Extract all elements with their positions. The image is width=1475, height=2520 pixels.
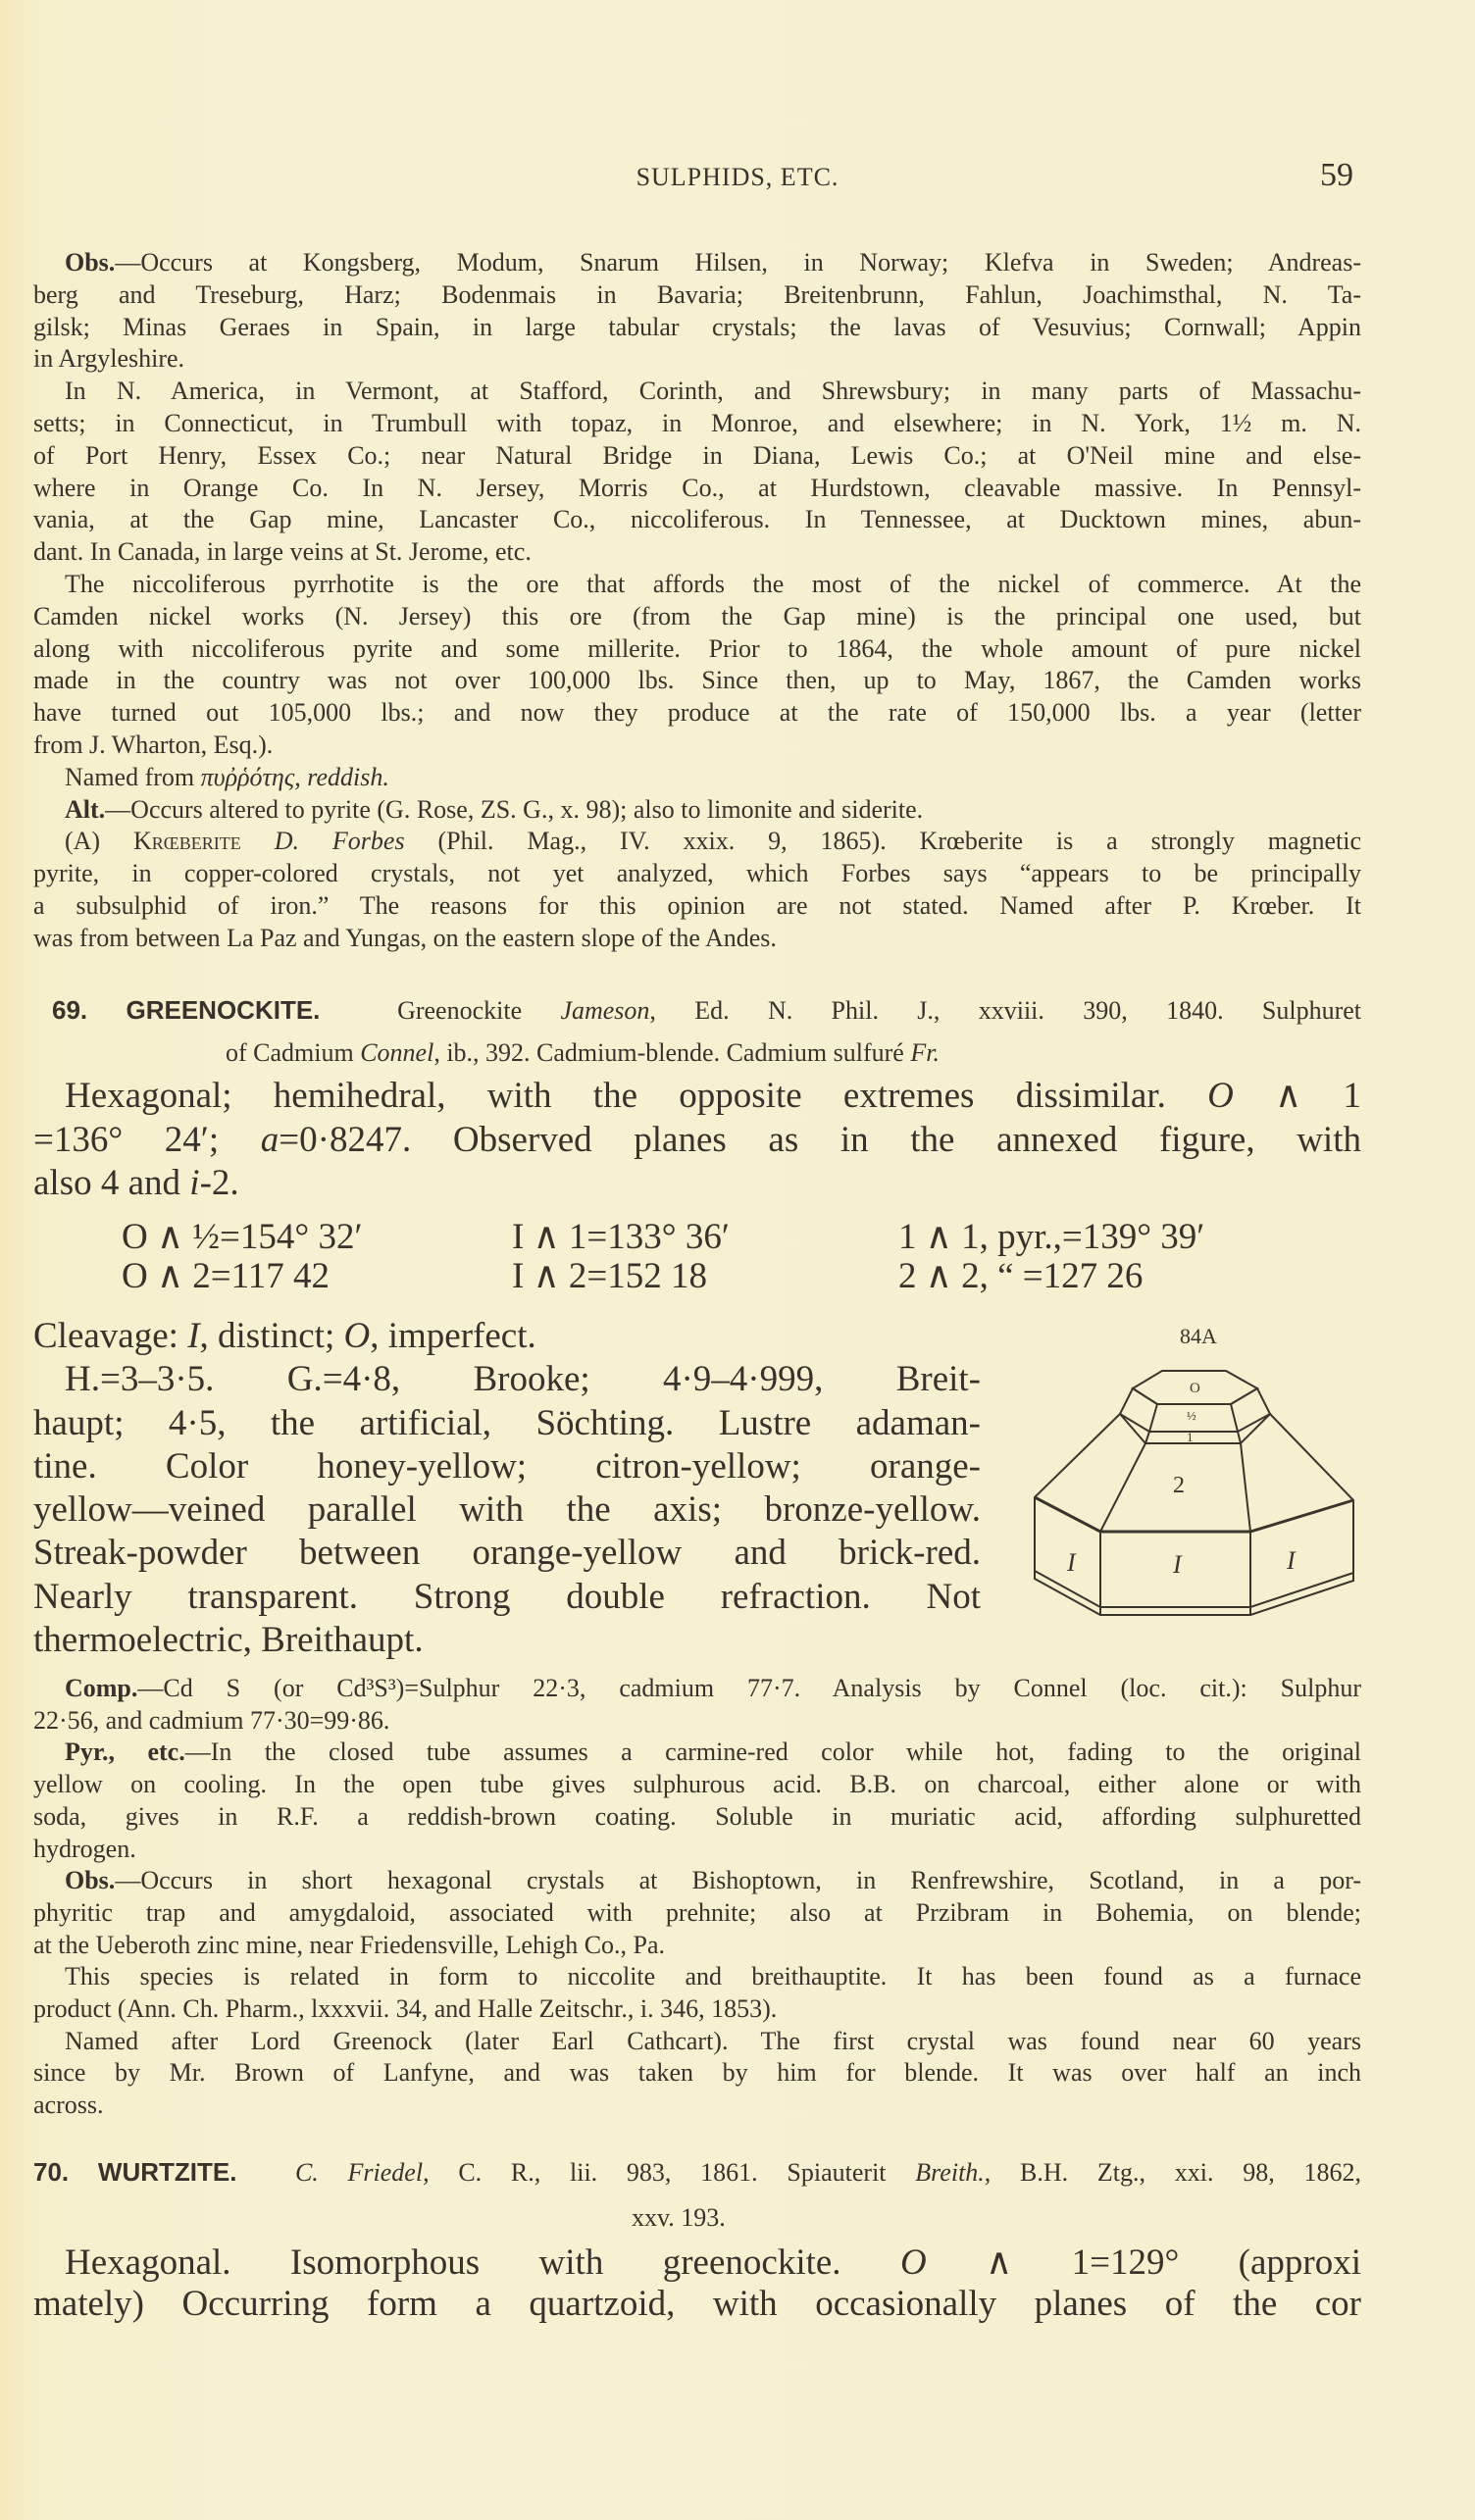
kroeberite-line: was from between La Paz and Yungas, on the eastern slope of the Andes. (33, 923, 777, 952)
nickel-line: along with niccoliferous pyrite and some millerite. Prior to 1864, the whole amount of pure nickel (33, 633, 1361, 663)
crystallography (33, 1075, 1361, 1206)
text: —In the closed tube assumes a carmine-red color while hot, fading to the original (184, 1738, 1361, 1767)
face-label: I (1173, 1550, 1182, 1579)
obs-line (33, 1865, 1361, 1897)
obs-line: phyritic trap and amygdaloid, associated with prehnite; also at Przibram in Bohemia, on blende; (33, 1897, 1361, 1927)
related-line: This species is related in form to niccolite and breithauptite. It has been found as a furnace (65, 1962, 1361, 1991)
crystal-figure (1030, 1353, 1363, 1638)
angle-table (33, 1218, 1361, 1296)
pyr-lead: Pyr., etc. (65, 1738, 185, 1767)
cryst-line (33, 1162, 1361, 1206)
obs-line: in Argyleshire. (33, 344, 185, 374)
alt-lead: Alt. (65, 794, 106, 824)
obs-lead: Obs. (65, 248, 116, 277)
symbol: i (189, 1163, 200, 1203)
heading-line (33, 989, 1361, 1032)
heading-line: xxv. 193. (632, 2203, 726, 2232)
text: (Phil. Mag., IV. xxix. 9, 1865). Krœberite is a strongly magnetic (404, 827, 1362, 856)
obs-line: at the Ueberoth zinc mine, near Friedensville, Lehigh Co., Pa. (33, 1930, 666, 1959)
physical-line: Streak-powder between orange-yellow and brick-red. (33, 1533, 981, 1574)
comp-line (33, 1673, 1361, 1705)
america-line: where in Orange Co. In N. Jersey, Morris Co., at Hurdstown, cleavable massive. In Pennsyl- (33, 473, 1361, 502)
cryst-line (33, 1119, 1361, 1163)
pyr-line: yellow on cooling. In the open tube gives sulphurous acid. B.B. on charcoal, either alone or with (33, 1770, 1361, 1799)
obs-lead: Obs. (65, 1866, 116, 1895)
pyr-line: soda, gives in R.F. a reddish-brown coating. Soluble in muriatic acid, affording sulphuretted (33, 1801, 1361, 1831)
heading-line (33, 1032, 1361, 1074)
author: C. Friedel (294, 2158, 424, 2187)
face-label: ½ (1187, 1408, 1196, 1423)
author: Jameson (560, 996, 650, 1025)
face-label: I (1067, 1548, 1076, 1577)
greek-word: πυῤῥότης, reddish. (200, 762, 389, 791)
angle-cell: 1 ∧ 1, pyr.,=139° 39′ (898, 1217, 1205, 1257)
angle-cell: I ∧ 1=133° 36′ (512, 1217, 730, 1257)
nickel-line: have turned out 105,000 lbs.; and now they produce at the rate of 150,000 lbs. a year (letter (33, 698, 1361, 728)
species-name: GREENOCKITE. (126, 995, 321, 1025)
greenockite-notes (33, 1673, 1361, 2122)
kroeberite-line: pyrite, in copper-colored crystals, not yet analyzed, which Forbes says “appears to be principally (33, 859, 1361, 888)
wurtzite-description (33, 2243, 1361, 2325)
named-line: Named after Lord Greenock (later Earl Cathcart). The first crystal was found near 60 years (65, 2026, 1361, 2055)
text: -2. (199, 1163, 239, 1203)
text: , ib., 392. Cadmium-blende. Cadmium sulfuré (433, 1038, 911, 1067)
text: , B.H. Ztg., xxi. 98, 1862, (984, 2158, 1361, 2187)
text: , C. R., lii. 983, 1861. Spiauterit (423, 2158, 916, 2187)
angle-cell: I ∧ 2=152 18 (512, 1256, 708, 1296)
text: of Cadmium (226, 1038, 361, 1067)
related-line: product (Ann. Ch. Pharm., lxxxvii. 34, and Halle Zeitschr., i. 346, 1853). (33, 1994, 778, 2024)
face-label: O (1190, 1381, 1200, 1396)
text: —Occurs at Kongsberg, Modum, Snarum Hilsen, in Norway; Klefva in Sweden; Andreas- (115, 248, 1361, 277)
text: —Occurs altered to pyrite (G. Rose, ZS. G., x. 98); also to limonite and siderite. (105, 794, 924, 824)
cleavage-line (33, 1315, 981, 1358)
symbol: I (187, 1316, 200, 1356)
text: , Ed. N. Phil. J., xxviii. 390, 1840. Sulphuret (649, 996, 1361, 1025)
author: D. Forbes (274, 827, 405, 856)
america-line: dant. In Canada, in large veins at St. Jerome, etc. (33, 537, 532, 567)
text: Hexagonal; hemihedral, with the opposite extremes dissimilar. (65, 1076, 1208, 1116)
text: Cleavage: (33, 1316, 188, 1356)
text: Named from (65, 762, 201, 791)
nickel-line: The niccoliferous pyrrhotite is the ore that affords the most of the nickel of commerce. At the (65, 569, 1361, 598)
author: Breith. (915, 2158, 985, 2187)
text: , imperfect. (370, 1316, 536, 1356)
text: , distinct; (199, 1316, 344, 1356)
face-label: 1 (1187, 1430, 1194, 1444)
nickel-line: from J. Wharton, Esq.). (33, 730, 274, 759)
physical-line: H.=3–3·5. G.=4·8, Brooke; 4·9–4·999, Breit- (65, 1359, 981, 1400)
physical-line: haupt; 4·5, the artificial, Söchting. Lustre adaman- (33, 1402, 981, 1443)
text: —Occurs in short hexagonal crystals at Bishoptown, in Renfrewshire, Scotland, in a por- (115, 1866, 1361, 1895)
running-header: SULPHIDS, ETC. (636, 163, 839, 191)
heading-line (33, 2149, 1361, 2195)
text: Hexagonal. Isomorphous with greenockite. (65, 2243, 900, 2283)
text: —Cd S (or Cd³S³)=Sulphur 22·3, cadmium 77·7. Analysis by Connel (loc. cit.): Sulphur (137, 1674, 1361, 1702)
text: (A) (65, 827, 134, 856)
pyr-line: hydrogen. (33, 1834, 136, 1863)
angle-cell: O ∧ 2=117 42 (122, 1256, 331, 1296)
alteration-line (33, 794, 1361, 827)
pyr-line (33, 1737, 1361, 1769)
nickel-line: Camden nickel works (N. Jersey) this ore (from the Gap mine) is the principal one used, but (33, 601, 1361, 630)
nickel-line: made in the country was not over 100,000 lbs. Since then, up to May, 1867, the Camden works (33, 666, 1361, 695)
symbol: a (260, 1119, 280, 1160)
obs-line: berg and Treseburg, Harz; Bodenmais in Bavaria; Breitenbrunn, Fahlun, Joachimsthal, N. Ta- (33, 279, 1361, 309)
text: =0·8247. Observed planes as in the annexed figure, with (279, 1119, 1361, 1160)
figure-label: 84A (1180, 1324, 1217, 1348)
comp-line: 22·56, and cadmium 77·30=99·86. (33, 1705, 390, 1735)
physical-properties (33, 1315, 981, 1662)
angle-cell: 2 ∧ 2, “ =127 26 (898, 1256, 1144, 1296)
angle-cell: O ∧ ½=154° 32′ (122, 1217, 363, 1257)
angle-row (33, 1218, 1361, 1257)
obs-line: gilsk; Minas Geraes in Spain, in large tabular crystals; the lavas of Vesuvius; Cornwall; Appin (33, 312, 1361, 341)
physical-line: tine. Color honey-yellow; citron-yellow; orange- (33, 1445, 981, 1487)
desc-line: mately) Occurring form a quartzoid, with occasionally planes of the cor (33, 2284, 1361, 2324)
symbol: O (1207, 1076, 1234, 1116)
etymology-line (33, 762, 1361, 794)
named-line: since by Mr. Brown of Lanfyne, and was taken by him for blende. It was over half an inch (33, 2058, 1361, 2088)
wurtzite-heading (33, 2149, 1361, 2241)
face-label: I (1287, 1546, 1296, 1575)
desc-line (33, 2243, 1361, 2284)
angle-row (33, 1257, 1361, 1296)
symbol: O (899, 2243, 927, 2283)
named-line: across. (33, 2091, 104, 2120)
text: =136° 24′; (33, 1119, 261, 1160)
greenockite-heading (33, 989, 1361, 1074)
text: Fr. (910, 1038, 940, 1067)
america-line: setts; in Connecticut, in Trumbull with topaz, in Monroe, and elsewhere; in N. York, 1½ m. N. (33, 408, 1361, 437)
america-line: In N. America, in Vermont, at Stafford, Corinth, and Shrewsbury; in many parts of Massachu- (65, 377, 1361, 406)
comp-lead: Comp. (65, 1674, 138, 1702)
text: ∧ 1=129° (approxi (926, 2243, 1362, 2283)
america-line: of Port Henry, Essex Co.; near Natural Bridge in Diana, Lewis Co.; at O'Neil mine and else- (33, 440, 1361, 470)
obs-line (33, 247, 1361, 279)
face-label: 2 (1173, 1473, 1185, 1498)
author: Connel (360, 1038, 434, 1067)
species-name: WURTZITE. (97, 2157, 237, 2187)
physical-line: thermoelectric, Breithaupt. (33, 1620, 424, 1661)
america-line: vania, at the Gap mine, Lancaster Co., niccoliferous. In Tennessee, at Ducktown mines, abun- (33, 505, 1361, 534)
physical-line: Nearly transparent. Strong double refraction. Not (33, 1576, 981, 1617)
mineral-name: Krœberite (133, 827, 241, 856)
pyrrhotite-continuation (33, 247, 1361, 955)
text: Greenockite (397, 996, 561, 1025)
kroeberite-line: a subsulphid of iron.” The reasons for this opinion are not stated. Named after P. Krœber. It (33, 890, 1361, 920)
text: ∧ 1 (1233, 1076, 1361, 1116)
symbol: O (343, 1316, 371, 1356)
physical-line: yellow—veined parallel with the axis; bronze-yellow. (33, 1489, 981, 1531)
page-number: 59 (1320, 157, 1353, 193)
cryst-line (33, 1075, 1361, 1119)
text: also 4 and (33, 1163, 190, 1203)
kroeberite-line (33, 826, 1361, 858)
species-number: 70. (33, 2157, 70, 2187)
species-number: 69. (52, 995, 88, 1025)
